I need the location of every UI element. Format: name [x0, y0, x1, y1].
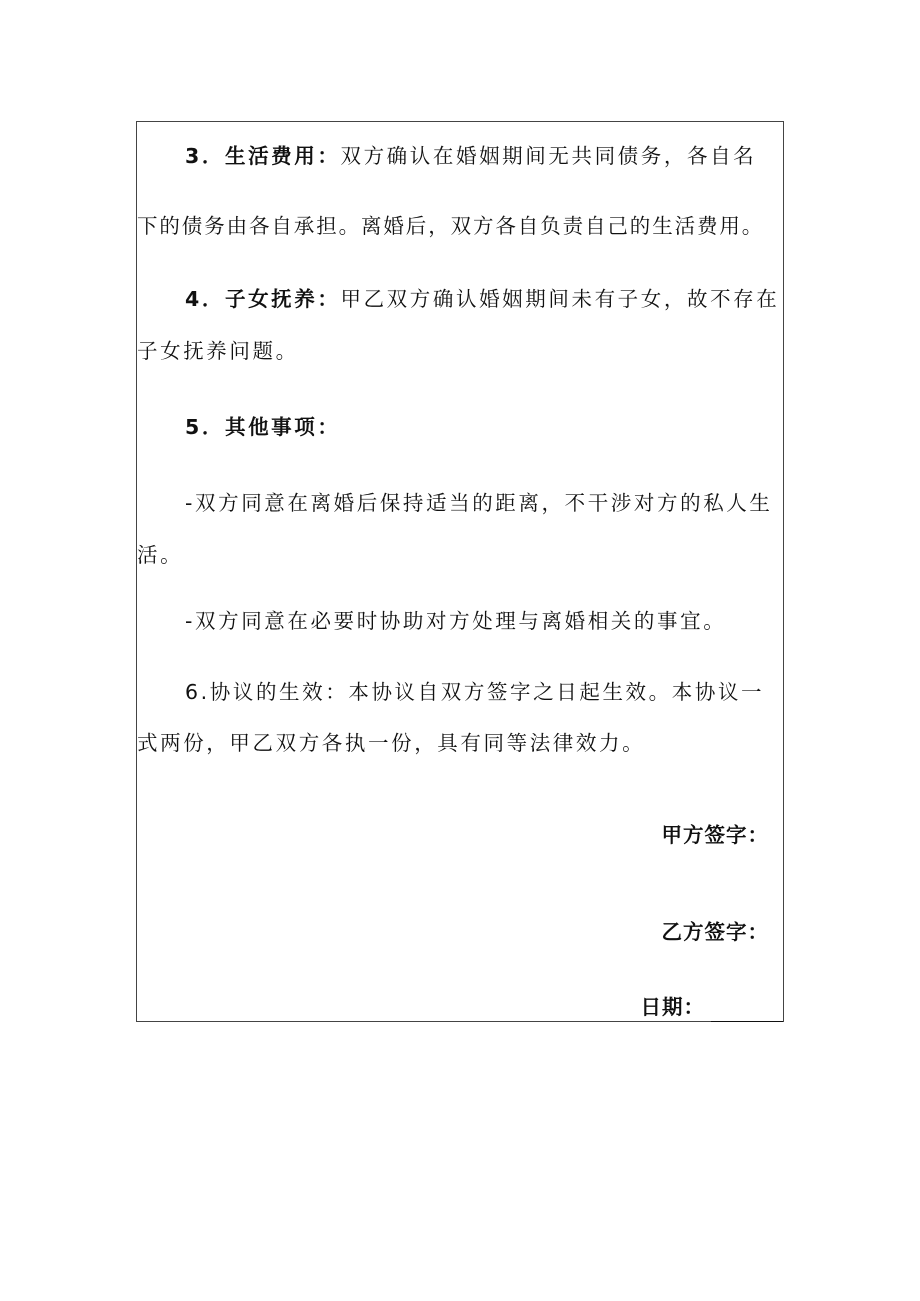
- document-frame: [136, 121, 784, 1022]
- section-4-line-1: [137, 284, 783, 314]
- section-5-item-1-line-1: -双方同意在离婚后保持适当的距离，不干涉对方的私人生: [185, 491, 773, 515]
- section-3-line-1: [137, 141, 783, 171]
- section-5-item-2: -双方同意在必要时协助对方处理与离婚相关的事宜。: [185, 609, 727, 633]
- date-row: [137, 992, 783, 1022]
- section-5-item-1-line-2: 活。: [137, 543, 184, 567]
- section-4-heading: 4．子女抚养：: [185, 287, 341, 311]
- section-6-line-2: 式两份，甲乙双方各执一份，具有同等法律效力。: [137, 731, 646, 755]
- section-3-text-1: 双方确认在婚姻期间无共同债务，各自名: [340, 144, 757, 168]
- section-6-line-1: 6.协议的生效：本协议自双方签字之日起生效。本协议一: [185, 680, 765, 704]
- section-3-heading: 3．生活费用：: [185, 144, 341, 168]
- party-b-signature-label: 乙方签字：: [661, 920, 769, 944]
- section-4-line-2: 子女抚养问题。: [137, 339, 299, 363]
- date-label: 日期：: [640, 995, 705, 1019]
- party-a-signature-label: 甲方签字：: [661, 823, 769, 847]
- date-blank-line: [711, 999, 783, 1022]
- section-4-text-1: 甲乙双方确认婚姻期间未有子女，故不存在: [340, 287, 780, 311]
- section-3-line-2: 下的债务由各自承担。离婚后，双方各自负责自己的生活费用。: [137, 214, 765, 238]
- section-5-heading: 5．其他事项：: [185, 415, 341, 439]
